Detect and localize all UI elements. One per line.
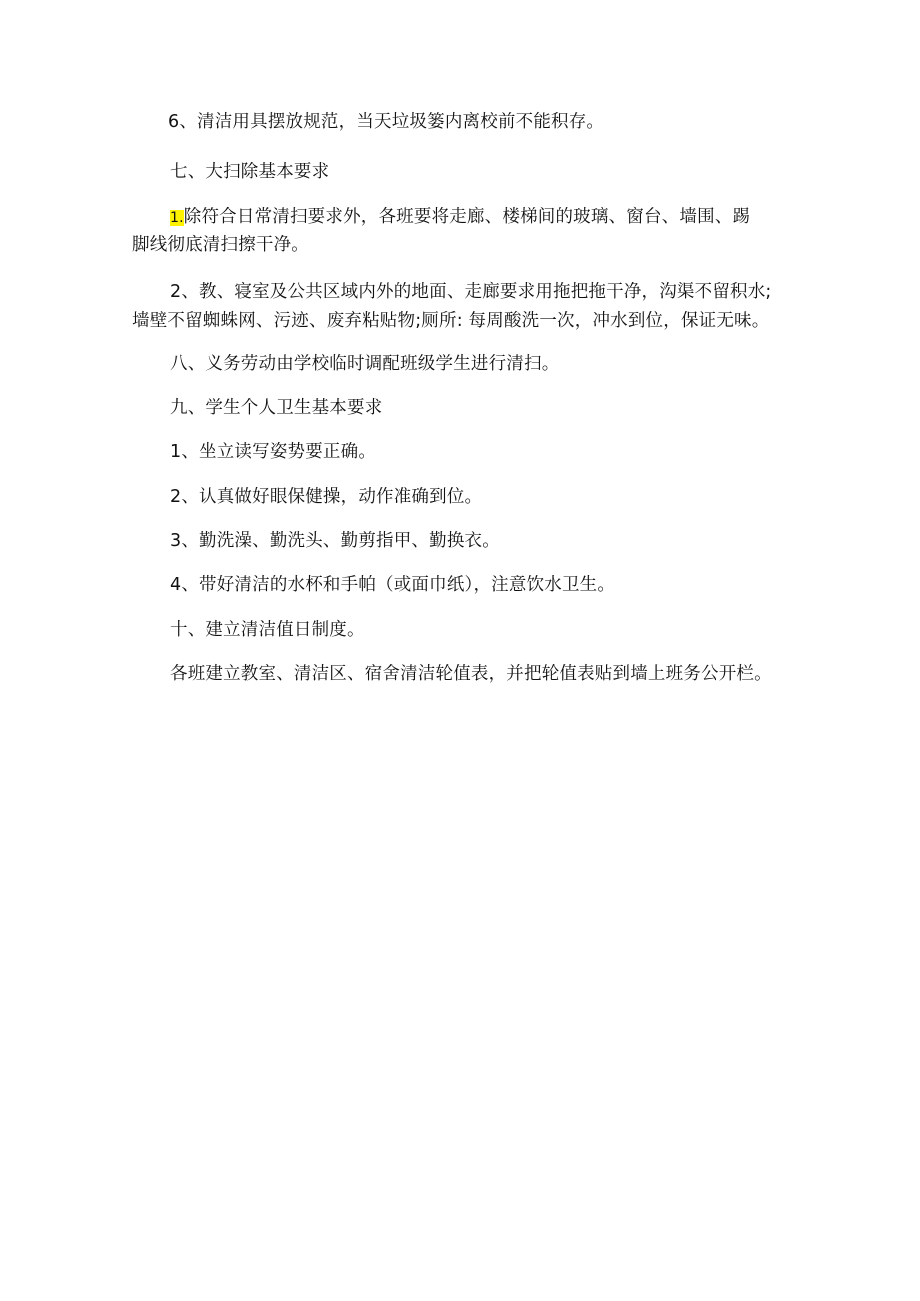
section-7-title: 七、大扫除基本要求: [170, 162, 330, 182]
section-7-item-2-line-1: 2、教、寝室及公共区域内外的地面、走廊要求用拖把拖干净，沟渠不留积水;: [170, 282, 772, 302]
section-7-item-1-line-1: [170, 205, 750, 230]
section-10-text: 各班建立教室、清洁区、宿舍清洁轮值表，并把轮值表贴到墙上班务公开栏。: [170, 664, 772, 684]
section-10-title: 十、建立清洁值日制度。: [170, 620, 365, 640]
item-1-text: 除符合日常清扫要求外，各班要将走廊、楼梯间的玻璃、窗台、墙围、踢: [183, 207, 751, 227]
section-8-title: 八、义务劳动由学校临时调配班级学生进行清扫。: [170, 354, 560, 374]
section-9-title: 九、学生个人卫生基本要求: [170, 398, 383, 418]
section-7-item-1-line-2: 脚线彻底清扫擦干净。: [132, 235, 309, 255]
section-9-item-3: 3、勤洗澡、勤洗头、勤剪指甲、勤换衣。: [170, 531, 500, 551]
section-9-item-2: 2、认真做好眼保健操，动作准确到位。: [170, 487, 483, 507]
highlighted-number: 1.: [170, 210, 184, 226]
section-7-item-2-line-2: 墙壁不留蜘蛛网、污迹、废弃粘贴物;厕所: 每周酸洗一次，冲水到位，保证无味。: [132, 311, 770, 331]
section-9-item-4: 4、带好清洁的水杯和手帕（或面巾纸），注意饮水卫生。: [170, 575, 616, 595]
item-6: 6、清洁用具摆放规范，当天垃圾篓内离校前不能积存。: [168, 112, 605, 132]
section-9-item-1: 1、坐立读写姿势要正确。: [170, 442, 377, 462]
